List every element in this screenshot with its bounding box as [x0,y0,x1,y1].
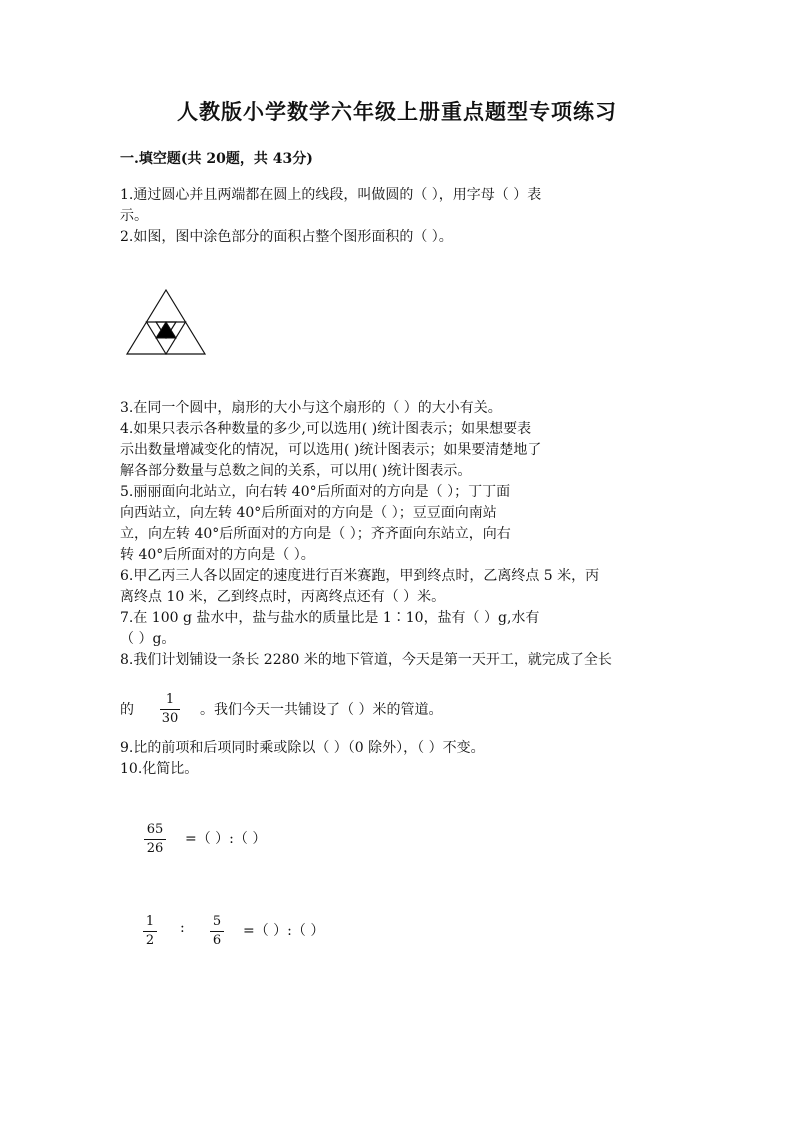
q8-prefix: 的 [120,702,134,718]
fraction-5-6 [210,914,224,949]
fraction-numerator: 5 [212,914,222,929]
fraction-denominator: 30 [161,711,179,726]
fraction-denominator: 6 [212,933,222,948]
ratio2-colon: : [180,920,185,936]
ratio2-answer: =（ ）:（ ） [243,923,325,939]
question-line: （ ）g。 [120,631,176,647]
question-line: 10.化简比。 [120,761,199,777]
fraction-numerator: 65 [146,822,164,837]
fraction-numerator: 1 [165,692,175,707]
question-line: 8.我们计划铺设一条长 2280 米的地下管道，今天是第一天开工，就完成了全长 [120,652,612,668]
question-line: 示。 [120,208,148,224]
fraction-denominator: 2 [145,933,155,948]
page-title: 人教版小学数学六年级上册重点题型专项练习 [177,99,617,124]
question-line: 7.在 100 g 盐水中，盐与盐水的质量比是 1∶10，盐有（ ）g,水有 [120,610,540,626]
ratio1-answer: =（ ）:（ ） [185,831,267,847]
question-line: 4.如果只表示各种数量的多少,可以选用( )统计图表示；如果想要表 [120,421,532,437]
question-line: 1.通过圆心并且两端都在圆上的线段，叫做圆的（ ），用字母（ ）表 [120,187,542,203]
question-line: 6.甲乙丙三人各以固定的速度进行百米赛跑，甲到终点时，乙离终点 5 米，丙 [120,568,600,584]
question-line: 3.在同一个圆中，扇形的大小与这个扇形的（ ）的大小有关。 [120,400,502,416]
question-line: 2.如图，图中涂色部分的面积占整个图形面积的（ ）。 [120,229,453,245]
question-line: 立，向左转 40°后所面对的方向是（ ）；齐齐面向东站立，向右 [120,526,511,542]
q8-suffix: 。我们今天一共铺设了（ ）米的管道。 [200,702,443,718]
question-line: 解各部分数量与总数之间的关系，可以用( )统计图表示。 [120,463,472,479]
fraction-65-26 [144,822,166,857]
question-line: 转 40°后所面对的方向是（ ）。 [120,547,315,563]
fraction-numerator: 1 [145,914,155,929]
question-line: 示出数量增减变化的情况，可以选用( )统计图表示；如果要清楚地了 [120,442,542,458]
triangle-shaded-center-icon [125,288,209,358]
question-line: 离终点 10 米，乙到终点时，丙离终点还有（ ）米。 [120,589,446,605]
fraction-denominator: 26 [146,841,164,856]
fraction-1-30 [160,692,180,727]
question-line: 5.丽丽面向北站立，向右转 40°后所面对的方向是（ ）；丁丁面 [120,484,511,500]
question-line: 9.比的前项和后项同时乘或除以（ ）（0 除外），（ ）不变。 [120,740,485,756]
question-line: 向西站立，向左转 40°后所面对的方向是（ ）；豆豆面向南站 [120,505,497,521]
fraction-1-2 [143,914,157,949]
section-heading: 一.填空题(共 20题，共 43分) [120,151,313,167]
